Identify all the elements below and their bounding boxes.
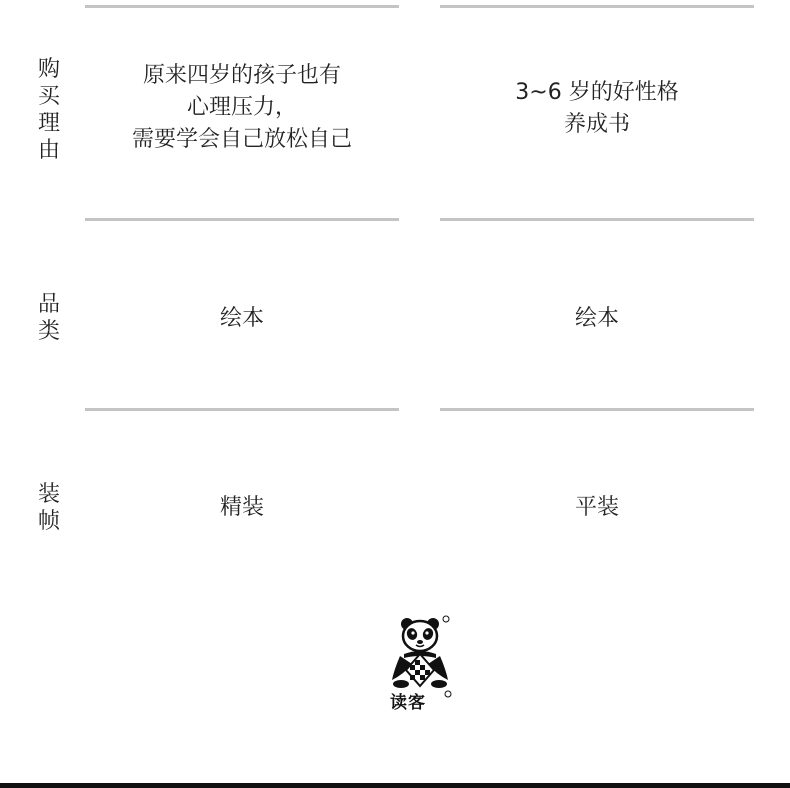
cell-line: 绘本 xyxy=(574,306,619,331)
divider-1-right xyxy=(440,218,754,221)
cell-line: 绘本 xyxy=(219,306,264,331)
cell-binding-left xyxy=(85,491,399,525)
row-label-binding: 装帧 xyxy=(37,482,60,534)
divider-2-left xyxy=(85,408,399,411)
cell-line: 精装 xyxy=(219,495,264,520)
row-label-reason: 购买理由 xyxy=(37,57,60,163)
cell-reason-left xyxy=(85,58,399,158)
cell-category-left xyxy=(85,302,399,336)
cell-category-right xyxy=(440,302,754,336)
divider-2-right xyxy=(440,408,754,411)
cell-binding-right xyxy=(440,491,754,525)
cell-line: 需要学会自己放松自己 xyxy=(131,127,352,152)
bottom-border xyxy=(0,783,790,788)
cell-line: 原来四岁的孩子也有 xyxy=(142,63,341,88)
cell-line: 平装 xyxy=(574,495,619,520)
cell-line: 心理压力， xyxy=(186,95,297,120)
divider-top-right xyxy=(440,5,754,8)
divider-top-left xyxy=(85,5,399,8)
cell-line: 3~6 岁的好性格 xyxy=(515,80,679,105)
cell-line: 养成书 xyxy=(563,112,630,137)
divider-1-left xyxy=(85,218,399,221)
brand-name: 读客 xyxy=(390,693,426,713)
row-label-category: 品类 xyxy=(37,292,60,344)
cell-reason-right xyxy=(440,74,754,144)
